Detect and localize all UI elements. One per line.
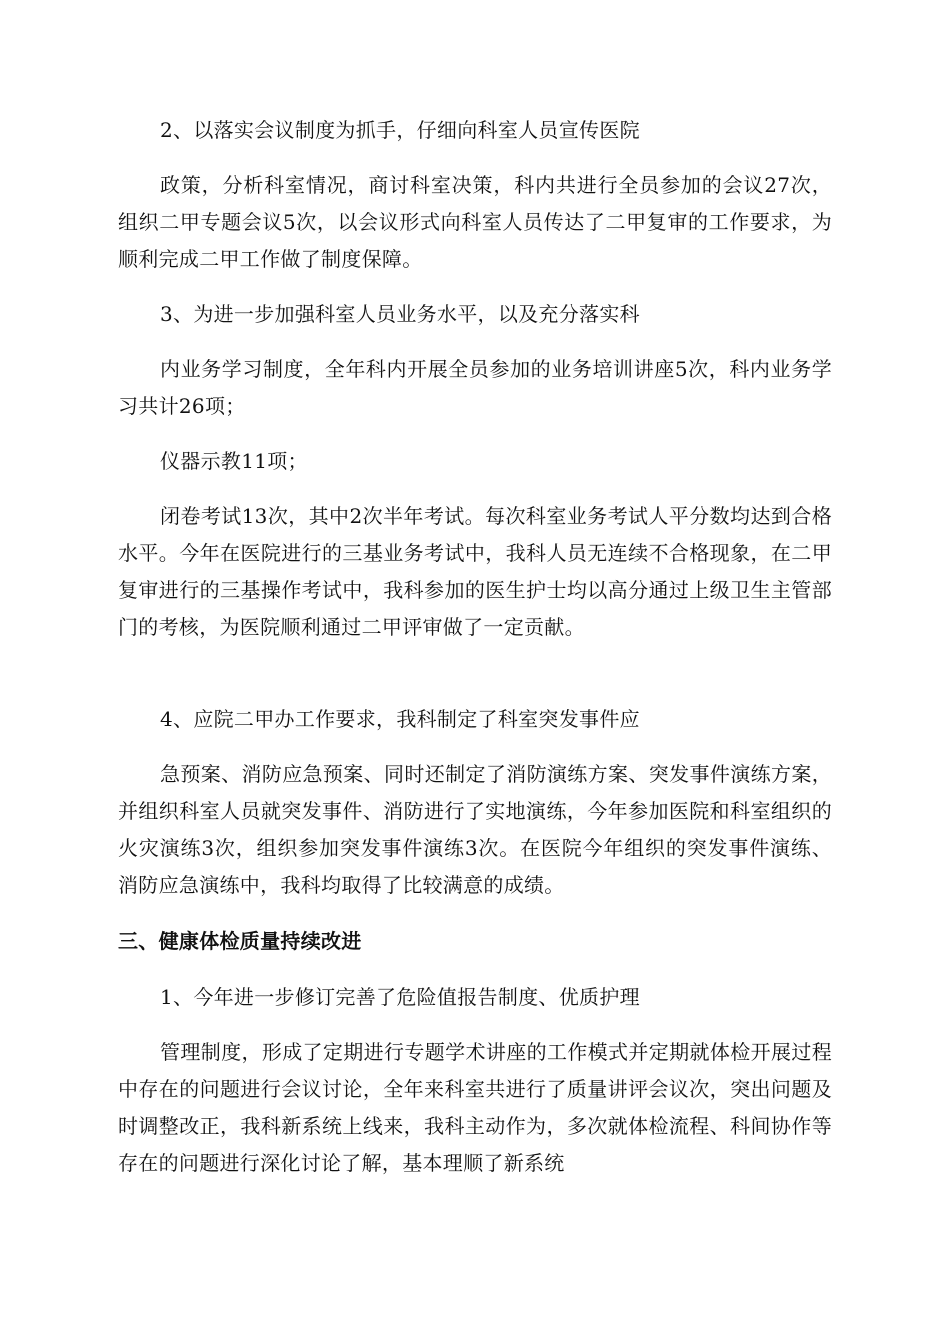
section-paragraph-1-heading: 1、今年进一步修订完善了危险值报告制度、优质护理 [160, 985, 640, 1009]
paragraph-2-heading: 2、以落实会议制度为抓手，仔细向科室人员宣传医院 [160, 118, 640, 142]
paragraph-emergency-drills: 急预案、消防应急预案、同时还制定了消防演练方案、突发事件演练方案，并组织科室人员就突发事件、消防进行了实地演练，今年参加医院和科室组织的火灾演练3次，组织参加突发事件演练3次。在医院今年组织的突发事件演练、消防应急演练中，我科均取得了比较满意的成绩。 [118, 762, 832, 897]
section-heading: 三、健康体检质量持续改进 [118, 929, 362, 953]
paragraph-meetings: 政策，分析科室情况，商讨科室决策，科内共进行全员参加的会议27次，组织二甲专题会议5次，以会议形式向科室人员传达了二甲复审的工作要求，为顺利完成二甲工作做了制度保障。 [118, 173, 832, 271]
paragraph-4-heading: 4、应院二甲办工作要求，我科制定了科室突发事件应 [160, 707, 640, 731]
section-paragraph-management: 管理制度，形成了定期进行专题学术讲座的工作模式并定期就体检开展过程中存在的问题进行会议讨论，全年来科室共进行了质量讲评会议次，突出问题及时调整改正，我科新系统上线来，我科主动作为，多次就体检流程、科间协作等存在的问题进行深化讨论了解，基本理顺了新系统 [118, 1040, 832, 1175]
paragraph-instrument-demo: 仪器示教11项； [160, 449, 308, 473]
paragraph-3-heading: 3、为进一步加强科室人员业务水平，以及充分落实科 [160, 302, 640, 326]
paragraph-exams: 闭卷考试13次，其中2次半年考试。每次科室业务考试人平分数均达到合格水平。今年在医院进行的三基业务考试中，我科人员无连续不合格现象，在二甲复审进行的三基操作考试中，我科参加的医生护士均以高分通过上级卫生主管部门的考核，为医院顺利通过二甲评审做了一定贡献。 [118, 504, 832, 639]
paragraph-training: 内业务学习制度，全年科内开展全员参加的业务培训讲座5次，科内业务学习共计26项； [118, 357, 832, 418]
